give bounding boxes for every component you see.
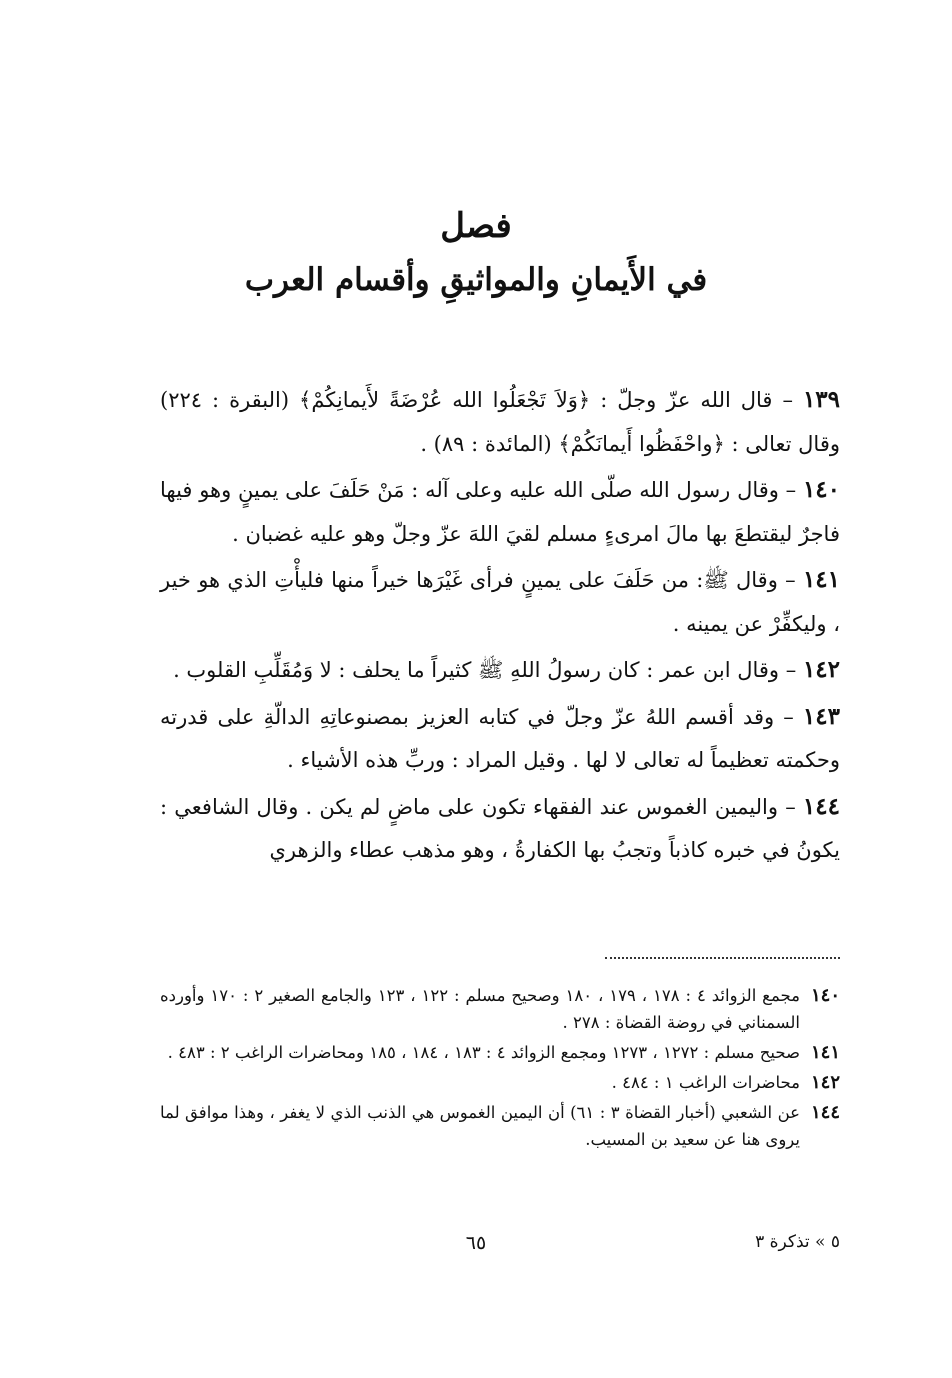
paragraph-text: – وقد أقسم اللهُ عزّ وجلّ في كتابه العزيز بمصنوعاتِهِ الدالّةِ على قدرته وحكمته تعظيماً له تعالى لا لها . وقيل المراد : وربِّ هذه الأشياء . (160, 704, 840, 772)
paragraph-number: ١٣٩ (802, 386, 840, 413)
paragraph-text: – وقال رسول الله صلّى الله عليه وعلى آله : مَنْ حَلَفَ على يمينٍ وهو فيها فاجرٌ ليقتطعَ بها مالَ امرىءٍ مسلم لقيَ اللهَ عزّ وجلّ وهو عليه غضبان . (160, 478, 840, 546)
footnotes (160, 982, 840, 1156)
paragraph-143 (160, 695, 840, 783)
paragraph-144 (160, 785, 840, 873)
footnote-text: مجمع الزوائد ٤ : ١٧٨ ، ١٧٩ ، ١٨٠ وصحيح مسلم : ١٢٢ ، ١٢٣ والجامع الصغير ٢ : ١٧٠ وأورده السمناني في روضة القضاة : ٢٧٨ . (160, 986, 800, 1032)
paragraph-text: – وقال ﷺ: من حَلَفَ على يمينٍ فرأى غَيْرَها خيراً منها فليأْتِ الذي هو خير ، وليكفِّرْ عن يمينه . (160, 568, 840, 636)
footnote-140 (160, 982, 840, 1036)
footnote-number: ١٤٤ (810, 1102, 840, 1123)
paragraph-text: – قال الله عزّ وجلّ : ﴿وَلاَ تَجْعَلُوا الله عُرْضَةً لأَيمانِكُمْ﴾ (البقرة : ٢٢٤) وقال تعالى : ﴿واحْفَظُوا أَيمانَكُمْ﴾ (المائدة : ٨٩) . (160, 388, 840, 456)
footnote-text: محاضرات الراغب ١ : ٤٨٤ . (611, 1073, 800, 1092)
paragraph-text: – وقال ابن عمر : كان رسولُ اللهِ ﷺ كثيراً ما يحلف : لا وَمُقَلِّبِ القلوب . (173, 658, 797, 682)
main-text (160, 378, 840, 875)
page-number: ٦٥ (465, 1232, 487, 1254)
paragraph-number: ١٤٠ (802, 476, 840, 503)
footnote-144 (160, 1099, 840, 1153)
paragraph-number: ١٤١ (802, 566, 840, 593)
paragraph-text: – واليمين الغموس عند الفقهاء تكون على ماضٍ لم يكن . وقال الشافعي : يكونُ في خبره كاذباً وتجبُ بها الكفارةُ ، وهو مذهب عطاء والزهري (160, 794, 840, 862)
footnote-text: صحيح مسلم : ١٢٧٢ ، ١٢٧٣ ومجمع الزوائد ٤ : ١٨٣ ، ١٨٤ ، ١٨٥ ومحاضرات الراغب ٢ : ٤٨٣ . (167, 1043, 800, 1062)
footnote-142 (160, 1069, 840, 1096)
footnote-divider (605, 957, 840, 959)
footnote-141 (160, 1039, 840, 1066)
paragraph-number: ١٤٣ (802, 702, 840, 730)
chapter-subtitle: في الأَيمانِ والمواثيقِ وأقسام العرب (244, 262, 708, 298)
printer-signature: ٥ » تذكرة ٣ (755, 1232, 840, 1252)
paragraph-140 (160, 468, 840, 556)
footnote-number: ١٤١ (810, 1042, 840, 1063)
footnote-number: ١٤٠ (810, 985, 840, 1006)
paragraph-number: ١٤٢ (802, 656, 840, 683)
footnote-text: عن الشعبي (أخبار القضاة ٣ : ٦١) أن اليمين الغموس هي الذنب الذي لا يغفر ، وهذا موافق لما يروى هنا عن سعيد بن المسيب. (160, 1103, 800, 1149)
paragraph-139 (160, 378, 840, 466)
paragraph-141 (160, 558, 840, 646)
paragraph-number: ١٤٤ (802, 792, 840, 820)
footnote-number: ١٤٢ (810, 1072, 840, 1093)
chapter-title: فصل (440, 206, 512, 246)
paragraph-142 (160, 648, 840, 693)
